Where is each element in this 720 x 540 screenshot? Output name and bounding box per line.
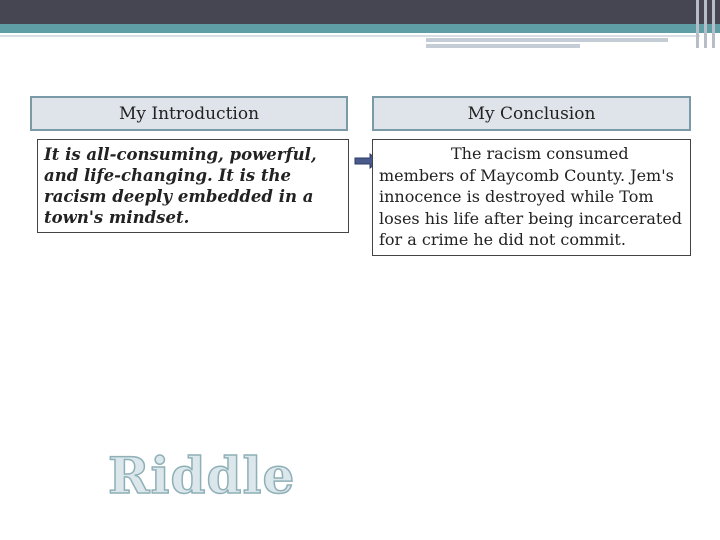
slide-top-bar: [0, 0, 720, 24]
conclusion-heading: [372, 96, 691, 131]
decorative-line: [426, 38, 668, 42]
decorative-line: [426, 44, 580, 48]
introduction-heading: [30, 96, 348, 131]
decorative-stripes: [694, 0, 720, 48]
conclusion-text-box: [372, 139, 691, 256]
introduction-heading-text: My Introduction: [118, 103, 260, 124]
conclusion-heading-text: My Conclusion: [467, 103, 596, 124]
conclusion-body: members of Maycomb County. Jem's innocence is destroyed while Tom loses his life after being incarcerated for a crime he did not commit.: [379, 165, 683, 249]
conclusion-first-line: The racism consumed: [451, 144, 629, 163]
slide-accent-band: [0, 24, 720, 33]
introduction-body: It is all-consuming, powerful, and life-changing. It is the racism deeply embedded in a town's mindset.: [44, 145, 317, 227]
introduction-text-box: [37, 139, 349, 233]
riddle-watermark: Riddle: [108, 446, 296, 505]
decorative-line: [0, 35, 700, 37]
